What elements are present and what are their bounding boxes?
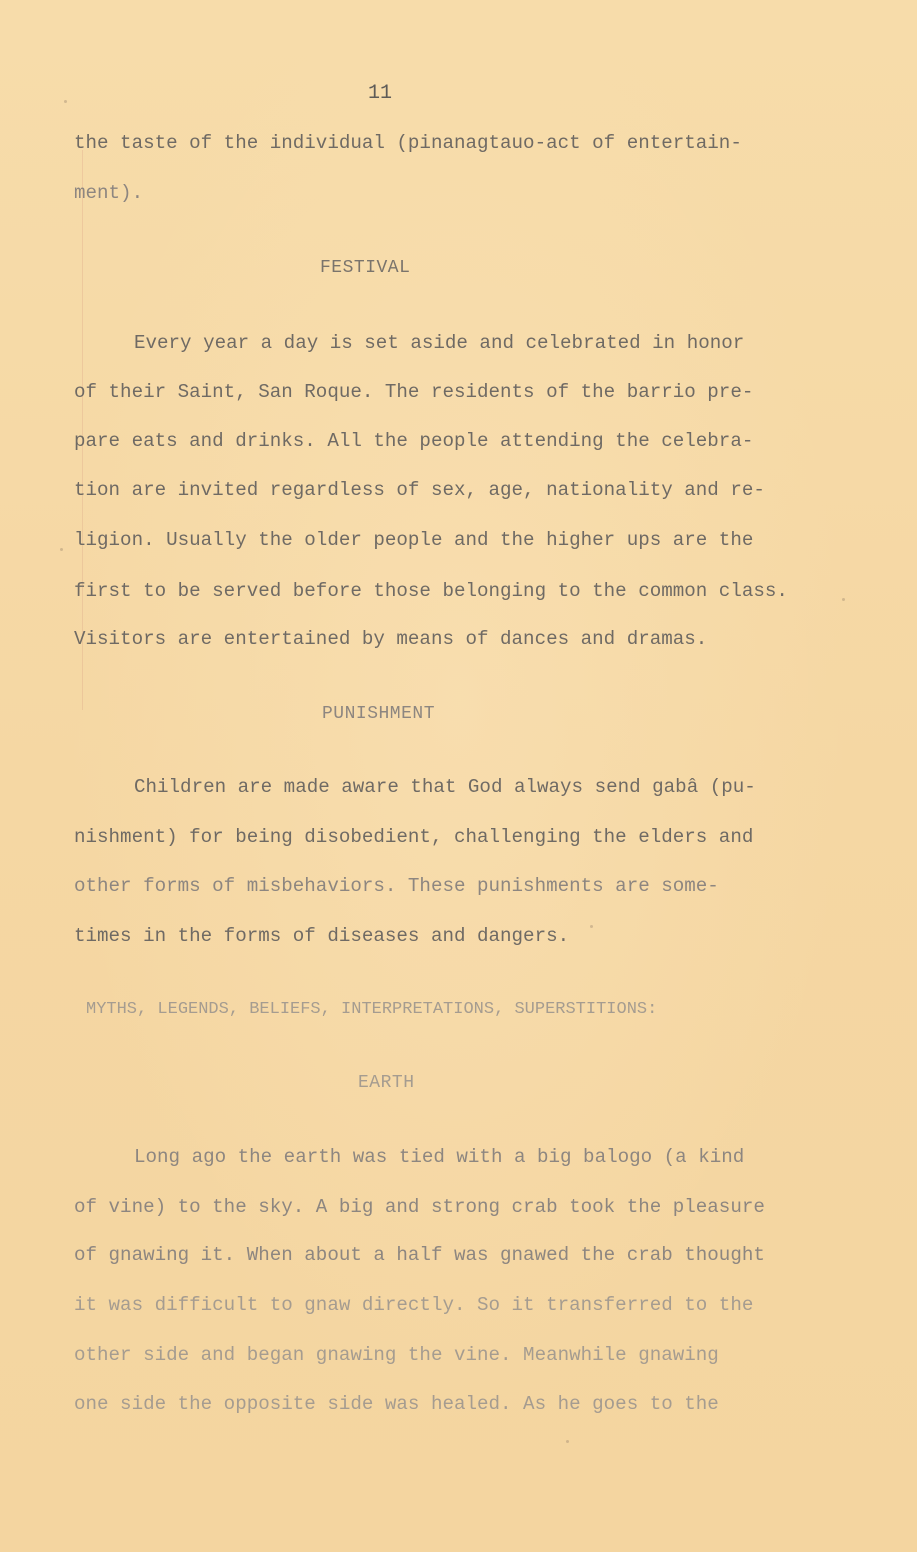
paragraph-line: Long ago the earth was tied with a big balogo (a kind [134, 1146, 745, 1168]
paragraph-line: nishment) for being disobedient, challenging the elders and [74, 826, 754, 848]
paragraph-line: Visitors are entertained by means of dances and dramas. [74, 628, 708, 650]
section-heading-punishment: PUNISHMENT [322, 704, 436, 724]
paragraph-line: of their Saint, San Roque. The residents of the barrio pre- [74, 381, 754, 403]
paragraph-line: times in the forms of diseases and dangers. [74, 925, 570, 947]
section-heading-myths: MYTHS, LEGENDS, BELIEFS, INTERPRETATIONS, SUPERSTITIONS: [86, 1000, 658, 1019]
paragraph-line: tion are invited regardless of sex, age, nationality and re- [74, 479, 765, 501]
paper-speck [842, 598, 845, 601]
paper-speck [590, 925, 593, 928]
paper-speck [566, 1440, 569, 1443]
paragraph-line: first to be served before those belonging to the common class. [74, 580, 788, 602]
paragraph-line: other forms of misbehaviors. These punishments are some- [74, 875, 719, 897]
section-heading-earth: EARTH [358, 1073, 415, 1093]
paragraph-line: one side the opposite side was healed. As he goes to the [74, 1393, 719, 1415]
paper-speck [60, 548, 63, 551]
paragraph-line: of vine) to the sky. A big and strong crab took the pleasure [74, 1196, 765, 1218]
paragraph-line: pare eats and drinks. All the people attending the celebra- [74, 430, 754, 452]
page-number: 11 [368, 82, 393, 105]
paragraph-line: ment). [74, 182, 144, 204]
paragraph-line: of gnawing it. When about a half was gnawed the crab thought [74, 1244, 765, 1266]
paragraph-line: Children are made aware that God always send gabâ (pu- [134, 776, 756, 798]
section-heading-festival: FESTIVAL [320, 258, 411, 278]
paper-speck [64, 100, 67, 103]
paragraph-line: other side and began gnawing the vine. Meanwhile gnawing [74, 1344, 719, 1366]
paragraph-line: Every year a day is set aside and celebrated in honor [134, 332, 745, 354]
paragraph-line: it was difficult to gnaw directly. So it transferred to the [74, 1294, 754, 1316]
paragraph-line: the taste of the individual (pinanagtauo-act of entertain- [74, 132, 742, 154]
paragraph-line: ligion. Usually the older people and the higher ups are the [74, 529, 754, 551]
